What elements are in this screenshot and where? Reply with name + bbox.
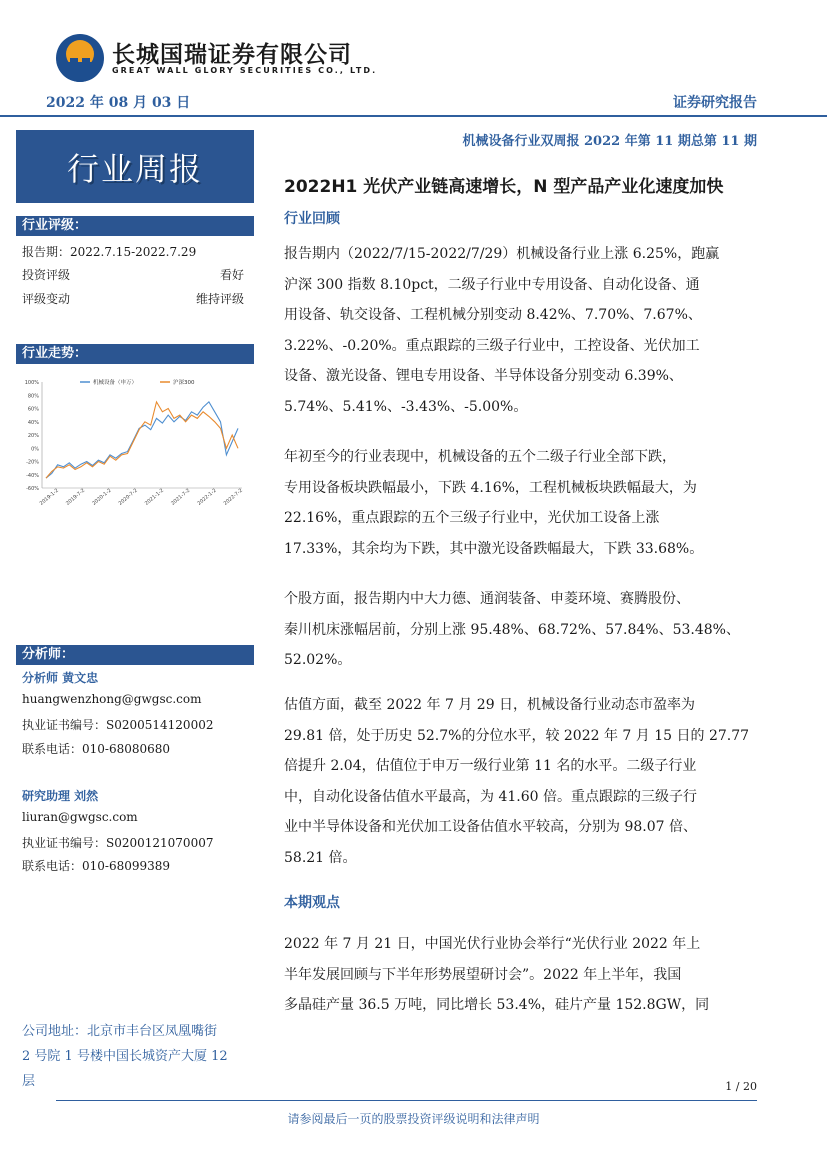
y-tick-label: -20%	[26, 459, 39, 466]
paragraph-5	[284, 929, 758, 1021]
paragraph-line: 52.02%。	[284, 652, 352, 668]
y-tick-label: 0%	[31, 446, 39, 453]
x-tick-label: 2019-1-2	[38, 487, 60, 507]
assistant-cert: 执业证书编号：S0200121070007	[22, 836, 214, 850]
section-industry-review: 行业回顾	[284, 211, 340, 227]
x-tick-label: 2021-1-2	[143, 487, 166, 507]
paragraph-line: 2022 年 7 月 21 日，中国光伏行业协会举行“光伏行业 2022 年上	[284, 936, 701, 952]
invest-rating-value: 看好	[219, 268, 244, 282]
address-line-1: 公司地址：北京市丰台区凤凰嘴街	[22, 1024, 218, 1039]
analyst-section-header: 分析师：	[16, 645, 254, 665]
weekly-report-title: 行业周报	[66, 150, 203, 188]
paragraph-line: 倍提升 2.04，估值位于申万一级行业第 11 名的水平。二级子行业	[284, 758, 697, 774]
y-tick-label: 40%	[27, 419, 39, 426]
report-headline: 2022H1 光伏产业链高速增长，N 型产品产业化速度加快	[284, 177, 724, 197]
x-tick-label: 2021-7-2	[170, 487, 192, 507]
paragraph-line: 秦川机床涨幅居前，分别上涨 95.48%、68.72%、57.84%、53.48%、	[284, 621, 740, 638]
paragraph-2	[284, 442, 758, 564]
assistant-phone: 联系电话：010-68099389	[22, 859, 171, 873]
paragraph-line: 设备、激光设备、锂电专用设备、半导体设备分别变动 6.39%、	[284, 368, 683, 384]
paragraph-line: 中，自动化设备估值水平最高，为 41.60 倍。重点跟踪的三级子行	[284, 788, 697, 805]
footer-divider	[56, 1100, 757, 1101]
invest-rating-label: 投资评级	[22, 268, 71, 282]
y-tick-label: 20%	[27, 433, 39, 439]
series-line	[46, 402, 238, 478]
y-tick-label: 100%	[24, 380, 39, 386]
paragraph-line: 年初至今的行业表现中，机械设备的五个二级子行业全部下跌，	[284, 449, 676, 465]
analyst-name: 分析师 黄文忠	[22, 671, 99, 685]
legend-label: 沪深300	[173, 380, 195, 386]
report-series-subtitle: 机械设备行业双周报 2022 年第 11 期总第 11 期	[462, 134, 757, 149]
legend-label: 机械设备（申万）	[93, 380, 138, 386]
x-tick-label: 2020-1-2	[91, 487, 113, 507]
paragraph-line: 沪深 300 指数 8.10pct，二级子行业中专用设备、自动化设备、通	[284, 276, 700, 293]
series-line	[46, 402, 238, 478]
paragraph-line: 多晶硅产量 36.5 万吨，同比增长 53.4%，硅片产量 152.8GW，同	[284, 997, 710, 1013]
y-tick-label: -40%	[26, 472, 39, 479]
report-period: 报告期：2022.7.15-2022.7.29	[22, 245, 197, 259]
report-type: 证券研究报告	[673, 95, 757, 111]
analyst-cert: 执业证书编号：S0200514120002	[22, 718, 214, 732]
x-tick-label: 2022-1-2	[196, 487, 218, 507]
paragraph-line: 估值方面，截至 2022 年 7 月 29 日，机械设备行业动态市盈率为	[284, 697, 696, 713]
paragraph-line: 业中半导体设备和光伏加工设备估值水平较高，分别为 98.07 倍、	[284, 819, 697, 835]
trend-chart-svg	[20, 370, 250, 510]
address-line-3: 层	[22, 1074, 36, 1089]
y-tick-label: 80%	[27, 393, 39, 400]
rating-section-header: 行业评级：	[16, 216, 254, 236]
report-date: 2022 年 08 月 03 日	[46, 95, 191, 111]
invest-rating-row	[22, 266, 244, 283]
weekly-report-banner	[16, 130, 254, 203]
analyst-phone: 联系电话：010-68080680	[22, 742, 171, 756]
assistant-email[interactable]: liuran@gwgsc.com	[22, 810, 138, 824]
x-tick-label: 2020-7-2	[117, 487, 139, 507]
paragraph-1	[284, 239, 758, 422]
industry-trend-chart	[20, 370, 250, 510]
company-name-cn: 长城国瑞证券有限公司	[112, 42, 352, 68]
rating-change-row	[22, 290, 244, 307]
x-tick-label: 2022-7-2	[222, 487, 244, 507]
company-logo	[56, 34, 104, 82]
paragraph-4	[284, 690, 758, 873]
page-number: 1 / 20	[725, 1080, 757, 1093]
paragraph-line: 个股方面，报告期内中大力德、通润装备、申菱环境、赛腾股份、	[284, 591, 690, 607]
paragraph-line: 专用设备板块跌幅最小，下跌 4.16%，工程机械板块跌幅最大，为	[284, 479, 697, 496]
company-name-en: GREAT WALL GLORY SECURITIES CO., LTD.	[112, 66, 378, 75]
paragraph-line: 29.81 倍，处于历史 52.7%的分位水平，较 2022 年 7 月 15 日的 27.77	[284, 727, 750, 744]
y-tick-label: 60%	[27, 406, 39, 413]
paragraph-line: 用设备、轨交设备、工程机械分别变动 8.42%、7.70%、7.67%、	[284, 307, 702, 323]
address-line-2: 2 号院 1 号楼中国长城资产大厦 12	[22, 1049, 228, 1064]
analyst-email[interactable]: huangwenzhong@gwgsc.com	[22, 692, 202, 706]
paragraph-3	[284, 584, 758, 676]
y-tick-label: -60%	[26, 486, 39, 492]
x-tick-label: 2019-7-2	[65, 487, 87, 507]
rating-change-label: 评级变动	[22, 292, 71, 306]
header-divider	[0, 115, 827, 117]
assistant-name: 研究助理 刘然	[22, 789, 99, 803]
paragraph-line: 5.74%、5.41%、-3.43%、-5.00%。	[284, 398, 528, 415]
rating-change-value: 维持评级	[195, 292, 244, 306]
paragraph-line: 报告期内（2022/7/15-2022/7/29）机械设备行业上涨 6.25%，跑赢	[284, 246, 720, 262]
footer-disclaimer[interactable]: 请参阅最后一页的股票投资评级说明和法律声明	[287, 1112, 540, 1126]
section-this-period-view: 本期观点	[284, 895, 340, 911]
paragraph-line: 3.22%、-0.20%。重点跟踪的三级子行业中，工控设备、光伏加工	[284, 337, 700, 354]
paragraph-line: 22.16%，重点跟踪的五个三级子行业中，光伏加工设备上涨	[284, 510, 660, 526]
paragraph-line: 58.21 倍。	[284, 849, 357, 866]
paragraph-line: 17.33%，其余均为下跌，其中激光设备跌幅最大，下跌 33.68%。	[284, 540, 704, 557]
paragraph-line: 半年发展回顾与下半年形势展望研讨会”。2022 年上半年，我国	[284, 966, 682, 983]
trend-section-header: 行业走势：	[16, 344, 254, 364]
